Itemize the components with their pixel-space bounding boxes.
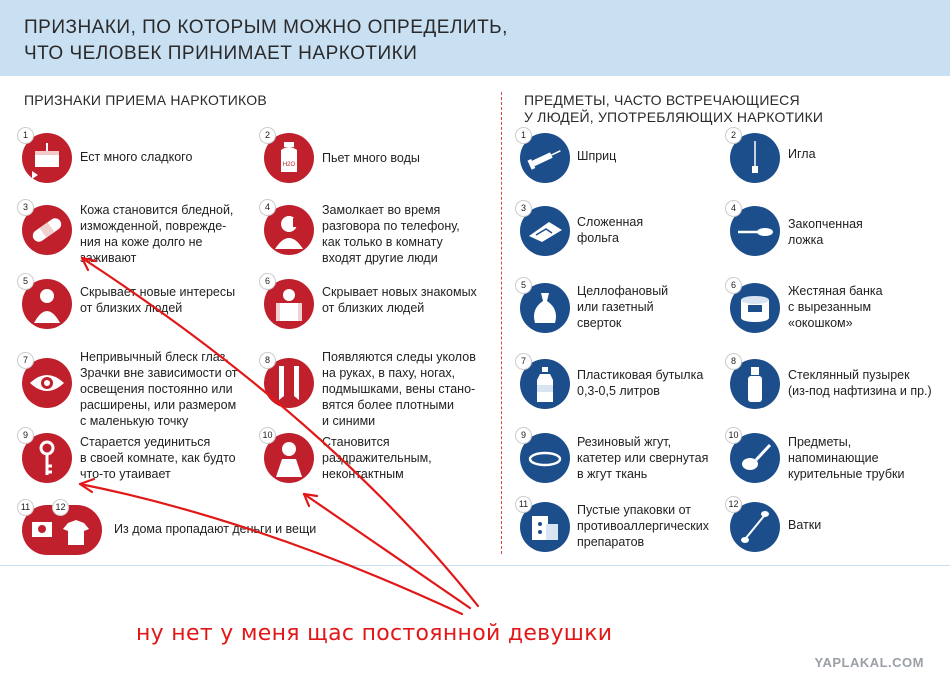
item-number: 7 <box>515 353 532 370</box>
annotation-arrow-2 <box>80 484 462 614</box>
annotation-caption: ну нет у меня щас постоянной девушки <box>136 621 613 646</box>
object-text-12: Ватки <box>788 518 822 532</box>
item-number: 3 <box>17 199 34 216</box>
item-number: 6 <box>725 277 742 294</box>
right-title-line1: ПРЕДМЕТЫ, ЧАСТО ВСТРЕЧАЮЩИЕСЯ <box>524 92 800 108</box>
right-title-line2: У ЛЮДЕЙ, УПОТРЕБЛЯЮЩИХ НАРКОТИКИ <box>524 109 824 125</box>
item-number: 2 <box>259 127 276 144</box>
item-number: 9 <box>17 427 34 444</box>
item-number: 4 <box>725 200 742 217</box>
item-number: 2 <box>725 127 742 144</box>
watermark: YAPLAKAL.COM <box>814 655 924 670</box>
object-text-3: Сложенная фольга <box>577 215 644 245</box>
object-text-10: Предметы, напоминающие курительные трубки <box>788 435 905 481</box>
item-number: 1 <box>515 127 532 144</box>
item-number: 10 <box>725 427 742 444</box>
sign-text-4: Замолкает во время разговора по телефону, как только в комнату входят другие люди <box>322 203 460 265</box>
item-number: 11 <box>17 499 34 516</box>
object-text-1: Шприц <box>577 149 617 163</box>
sign-text-1: Ест много сладкого <box>80 150 193 164</box>
object-text-4: Закопченная ложка <box>788 217 863 247</box>
item-number: 5 <box>17 273 34 290</box>
sign-text-3: Кожа становится бледной, изможденной, поврежде- ния на коже долго не заживают <box>80 203 234 265</box>
annotation-arrow-1 <box>82 258 478 606</box>
object-text-11: Пустые упаковки от противоаллергических препаратов <box>577 503 709 549</box>
item-number: 9 <box>515 427 532 444</box>
item-number: 3 <box>515 200 532 217</box>
object-text-6: Жестяная банка с вырезанным «окошком» <box>788 284 883 330</box>
page-title-line2: ЧТО ЧЕЛОВЕК ПРИНИМАЕТ НАРКОТИКИ <box>24 43 418 64</box>
item-number: 7 <box>17 352 34 369</box>
object-text-8: Стеклянный пузырек (из-под нафтизина и пр.) <box>788 368 932 398</box>
left-section-title: ПРИЗНАКИ ПРИЕМА НАРКОТИКОВ <box>24 92 267 108</box>
item-number: 4 <box>259 199 276 216</box>
item-number: 1 <box>17 127 34 144</box>
page-title-line1: ПРИЗНАКИ, ПО КОТОРЫМ МОЖНО ОПРЕДЕЛИТЬ, <box>24 17 508 38</box>
annotation-arrow-1-head <box>82 258 96 270</box>
annotation-arrow-3 <box>304 494 470 608</box>
sign-text-8: Появляются следы уколов на руках, в паху, ногах, подмышками, вены стано- вятся более плотными и синими <box>322 350 476 428</box>
sign-text-9: Старается уединиться в своей комнате, как будто что-то утаивает <box>80 435 236 481</box>
item-number: 10 <box>259 427 276 444</box>
sign-text-11: Из дома пропадают деньги и вещи <box>114 522 317 536</box>
sign-text-2: Пьет много воды <box>322 151 420 165</box>
sign-text-5: Скрывает новые интересы от близких людей <box>80 285 236 315</box>
sign-text-10: Становится раздражительным, неконтактным <box>322 435 432 481</box>
sign-text-6: Скрывает новых знакомых от близких людей <box>322 285 477 315</box>
object-text-7: Пластиковая бутылка 0,3-0,5 литров <box>577 368 704 398</box>
object-text-2: Игла <box>788 147 816 161</box>
item-number: 12 <box>725 496 742 513</box>
item-number: 11 <box>515 496 532 513</box>
item-number: 8 <box>259 352 276 369</box>
item-number-2: 12 <box>52 499 69 516</box>
sign-text-7: Непривычный блеск глаз. Зрачки вне зависимости от освещения постоянно или расширены, или размером с маленькую точку <box>80 350 238 428</box>
item-number: 8 <box>725 353 742 370</box>
svg-text:H2O: H2O <box>282 162 296 168</box>
item-number: 6 <box>259 273 276 290</box>
object-text-5: Целлофановый или газетный сверток <box>577 284 669 330</box>
object-text-9: Резиновый жгут, катетер или свернутая в жгут ткань <box>577 435 709 481</box>
item-number: 5 <box>515 277 532 294</box>
